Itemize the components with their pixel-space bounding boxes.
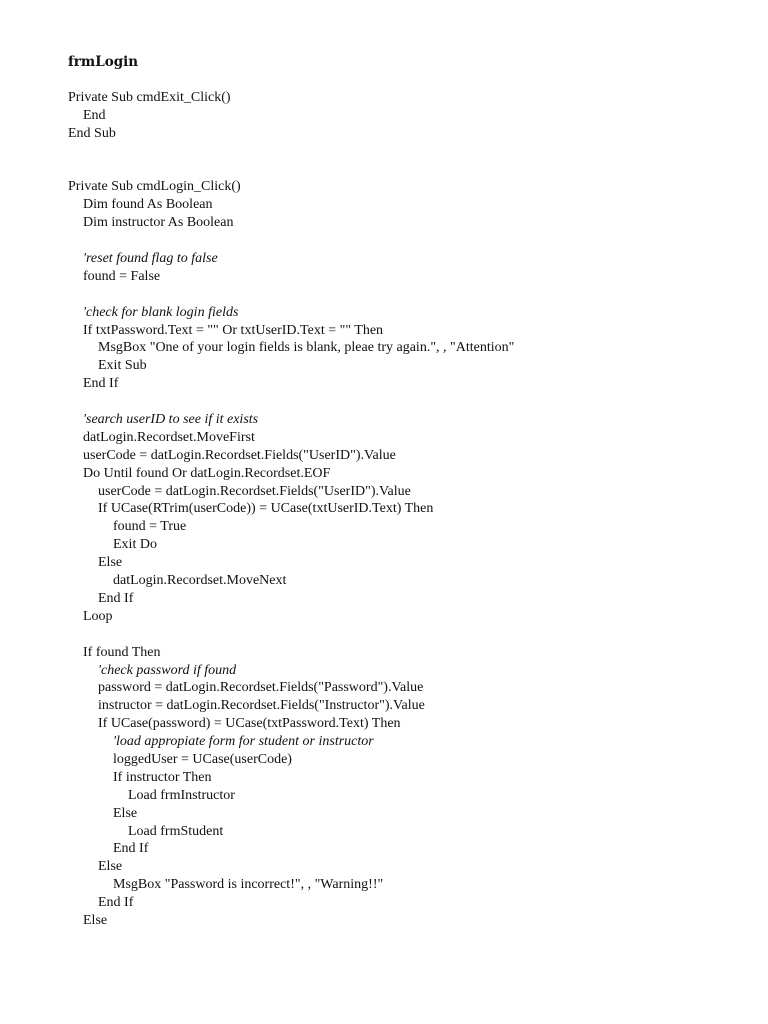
code-line: Loop — [83, 608, 113, 624]
code-comment-line: 'check password if found — [98, 662, 237, 678]
document-heading: frmLogin — [68, 54, 139, 70]
code-line — [68, 143, 748, 161]
code-line: Dim instructor As Boolean — [83, 215, 234, 231]
code-line: Else — [98, 555, 123, 571]
code-line: found = False — [83, 268, 161, 284]
code-line: If UCase(password) = UCase(txtPassword.Text) Then — [98, 716, 401, 732]
code-listing — [68, 89, 748, 930]
code-line: End — [83, 107, 106, 123]
code-line: Else — [83, 912, 108, 928]
code-line: datLogin.Recordset.MoveFirst — [83, 429, 255, 445]
code-line — [68, 626, 748, 644]
code-line — [68, 286, 748, 304]
code-line: End If — [98, 895, 134, 911]
code-line: Exit Sub — [98, 358, 147, 374]
code-line: Exit Do — [113, 537, 157, 553]
code-line: End Sub — [68, 125, 116, 141]
code-line — [68, 232, 748, 250]
code-line: Private Sub cmdExit_Click() — [68, 90, 231, 105]
code-line: End If — [83, 376, 119, 392]
code-line: End If — [98, 590, 134, 606]
code-comment-line: 'check for blank login fields — [83, 304, 239, 320]
code-line: Load frmStudent — [128, 823, 224, 839]
code-line: loggedUser = UCase(userCode) — [113, 751, 292, 767]
code-comment-line: 'reset found flag to false — [83, 251, 218, 267]
code-line: If instructor Then — [113, 769, 212, 785]
code-line — [68, 161, 748, 179]
code-line: Load frmInstructor — [128, 787, 235, 803]
code-line — [68, 393, 748, 411]
code-line: If found Then — [83, 644, 161, 660]
code-line: password = datLogin.Recordset.Fields("Password").Value — [98, 680, 424, 696]
code-line: MsgBox "Password is incorrect!", , "Warning!!" — [113, 877, 384, 893]
code-line: Dim found As Boolean — [83, 197, 213, 213]
code-line: userCode = datLogin.Recordset.Fields("UserID").Value — [98, 483, 411, 499]
code-line: found = True — [113, 519, 187, 535]
code-line: Do Until found Or datLogin.Recordset.EOF — [83, 465, 331, 481]
code-line: MsgBox "One of your login fields is blank, pleae try again.", , "Attention" — [98, 340, 515, 356]
code-line: instructor = datLogin.Recordset.Fields("Instructor").Value — [98, 698, 425, 714]
code-line: If UCase(RTrim(userCode)) = UCase(txtUserID.Text) Then — [98, 501, 434, 517]
code-line: Else — [113, 805, 138, 821]
code-line: If txtPassword.Text = "" Or txtUserID.Text = "" Then — [83, 322, 384, 338]
code-comment-line: 'load appropiate form for student or instructor — [113, 734, 374, 750]
code-comment-line: 'search userID to see if it exists — [83, 412, 259, 428]
code-line: Private Sub cmdLogin_Click() — [68, 179, 241, 195]
code-line: datLogin.Recordset.MoveNext — [113, 573, 287, 589]
code-line: Else — [98, 859, 123, 875]
code-line: End If — [113, 841, 149, 857]
code-line: userCode = datLogin.Recordset.Fields("UserID").Value — [83, 447, 396, 463]
